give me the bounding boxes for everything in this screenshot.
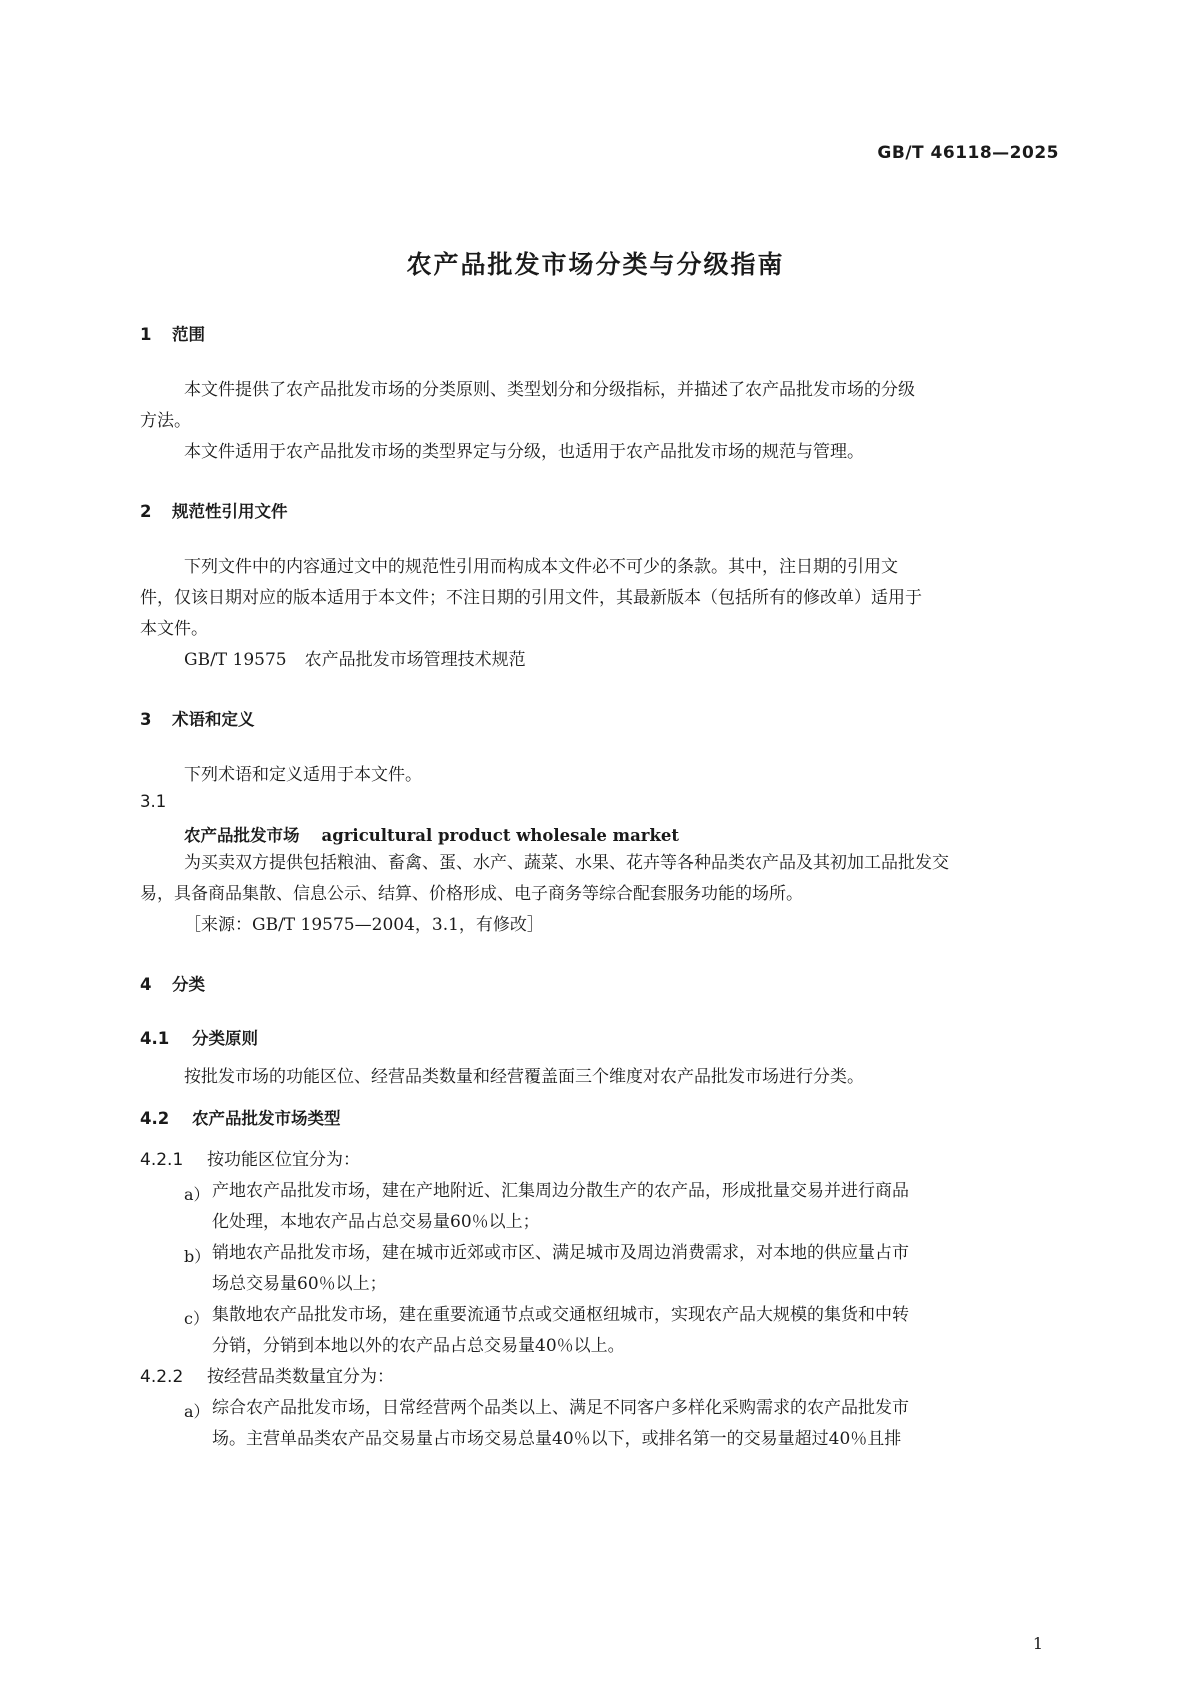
list-marker: a） (184, 1185, 210, 1204)
subsection-4-2-heading (140, 1105, 341, 1129)
list-item-line: 化处理，本地农产品占总交易量60％以上； (212, 1212, 540, 1232)
clause-number: 4.2.2 (140, 1367, 184, 1387)
section-number: 4 (140, 975, 152, 994)
paragraph-line: 本文件。 (140, 619, 208, 639)
list-item-line: 分销，分销到本地以外的农产品占总交易量40％以上。 (212, 1336, 625, 1356)
list-item-line: 场。主营单品类农产品交易量占市场交易总量40％以下，或排名第一的交易量超过40％且排 (212, 1429, 902, 1449)
term-english: agricultural product wholesale market (321, 826, 680, 845)
list-item-line: 综合农产品批发市场，日常经营两个品类以上、满足不同客户多样化采购需求的农产品批发市 (212, 1398, 909, 1418)
page-number: 1 (1032, 1634, 1043, 1653)
list-item-line: 产地农产品批发市场，建在产地附近、汇集周边分散生产的农产品，形成批量交易并进行商品 (212, 1181, 909, 1201)
standard-code: GB/T 46118—2025 (877, 143, 1059, 163)
definition-source: ［来源：GB/T 19575—2004，3.1，有修改］ (184, 915, 544, 935)
paragraph-line: 下列文件中的内容通过文中的规范性引用而构成本文件必不可少的条款。其中，注日期的引用文 (184, 557, 898, 577)
clause-number: 4.2.1 (140, 1150, 184, 1170)
clause-4-2-2 (140, 1366, 394, 1388)
section-title: 农产品批发市场类型 (192, 1109, 341, 1128)
list-item-line: 销地农产品批发市场，建在城市近郊或市区、满足城市及周边消费需求，对本地的供应量占市 (212, 1243, 909, 1263)
list-item-line: 场总交易量60％以上； (212, 1274, 387, 1294)
clause-text: 按经营品类数量宜分为： (207, 1367, 394, 1387)
definition-line: 易，具备商品集散、信息公示、结算、价格形成、电子商务等综合配套服务功能的场所。 (140, 884, 803, 904)
section-number: 4.1 (140, 1029, 170, 1048)
reference-code: GB/T 19575 (184, 650, 287, 670)
paragraph-line: 本文件适用于农产品批发市场的类型界定与分级，也适用于农产品批发市场的规范与管理。 (184, 442, 864, 462)
reference-title: 农产品批发市场管理技术规范 (304, 650, 526, 670)
paragraph-line: 下列术语和定义适用于本文件。 (184, 765, 422, 785)
section-title: 分类原则 (192, 1029, 258, 1048)
paragraph-line: 件，仅该日期对应的版本适用于本文件；不注日期的引用文件，其最新版本（包括所有的修改单）适用于 (140, 588, 922, 608)
list-marker: b） (184, 1247, 211, 1266)
term-entry (184, 822, 679, 846)
normative-reference (184, 649, 526, 671)
section-number: 2 (140, 502, 152, 521)
paragraph-line: 方法。 (140, 411, 191, 431)
section-number: 1 (140, 325, 152, 344)
definition-line: 为买卖双方提供包括粮油、畜禽、蛋、水产、蔬菜、水果、花卉等各种品类农产品及其初加工品批发交 (184, 853, 949, 873)
section-3-heading (140, 706, 255, 730)
page-title: 农产品批发市场分类与分级指南 (406, 250, 785, 279)
list-marker: a） (184, 1402, 210, 1421)
section-number: 4.2 (140, 1109, 170, 1128)
paragraph-line: 按批发市场的功能区位、经营品类数量和经营覆盖面三个维度对农产品批发市场进行分类。 (184, 1067, 864, 1087)
section-title: 术语和定义 (172, 710, 255, 729)
clause-text: 按功能区位宜分为： (207, 1150, 360, 1170)
clause-4-2-1 (140, 1149, 360, 1171)
section-title: 分类 (172, 975, 205, 994)
term-chinese: 农产品批发市场 (184, 826, 300, 845)
section-title: 范围 (172, 325, 205, 344)
paragraph-line: 本文件提供了农产品批发市场的分类原则、类型划分和分级指标，并描述了农产品批发市场的分级 (184, 380, 915, 400)
section-title: 规范性引用文件 (172, 502, 288, 521)
section-1-heading (140, 321, 205, 345)
section-4-heading (140, 971, 205, 995)
subsection-4-1-heading (140, 1025, 258, 1049)
list-marker: c） (184, 1309, 209, 1328)
section-2-heading (140, 498, 288, 522)
section-number: 3 (140, 710, 152, 729)
term-number: 3.1 (140, 792, 167, 811)
list-item-line: 集散地农产品批发市场，建在重要流通节点或交通枢纽城市，实现农产品大规模的集货和中转 (212, 1305, 909, 1325)
